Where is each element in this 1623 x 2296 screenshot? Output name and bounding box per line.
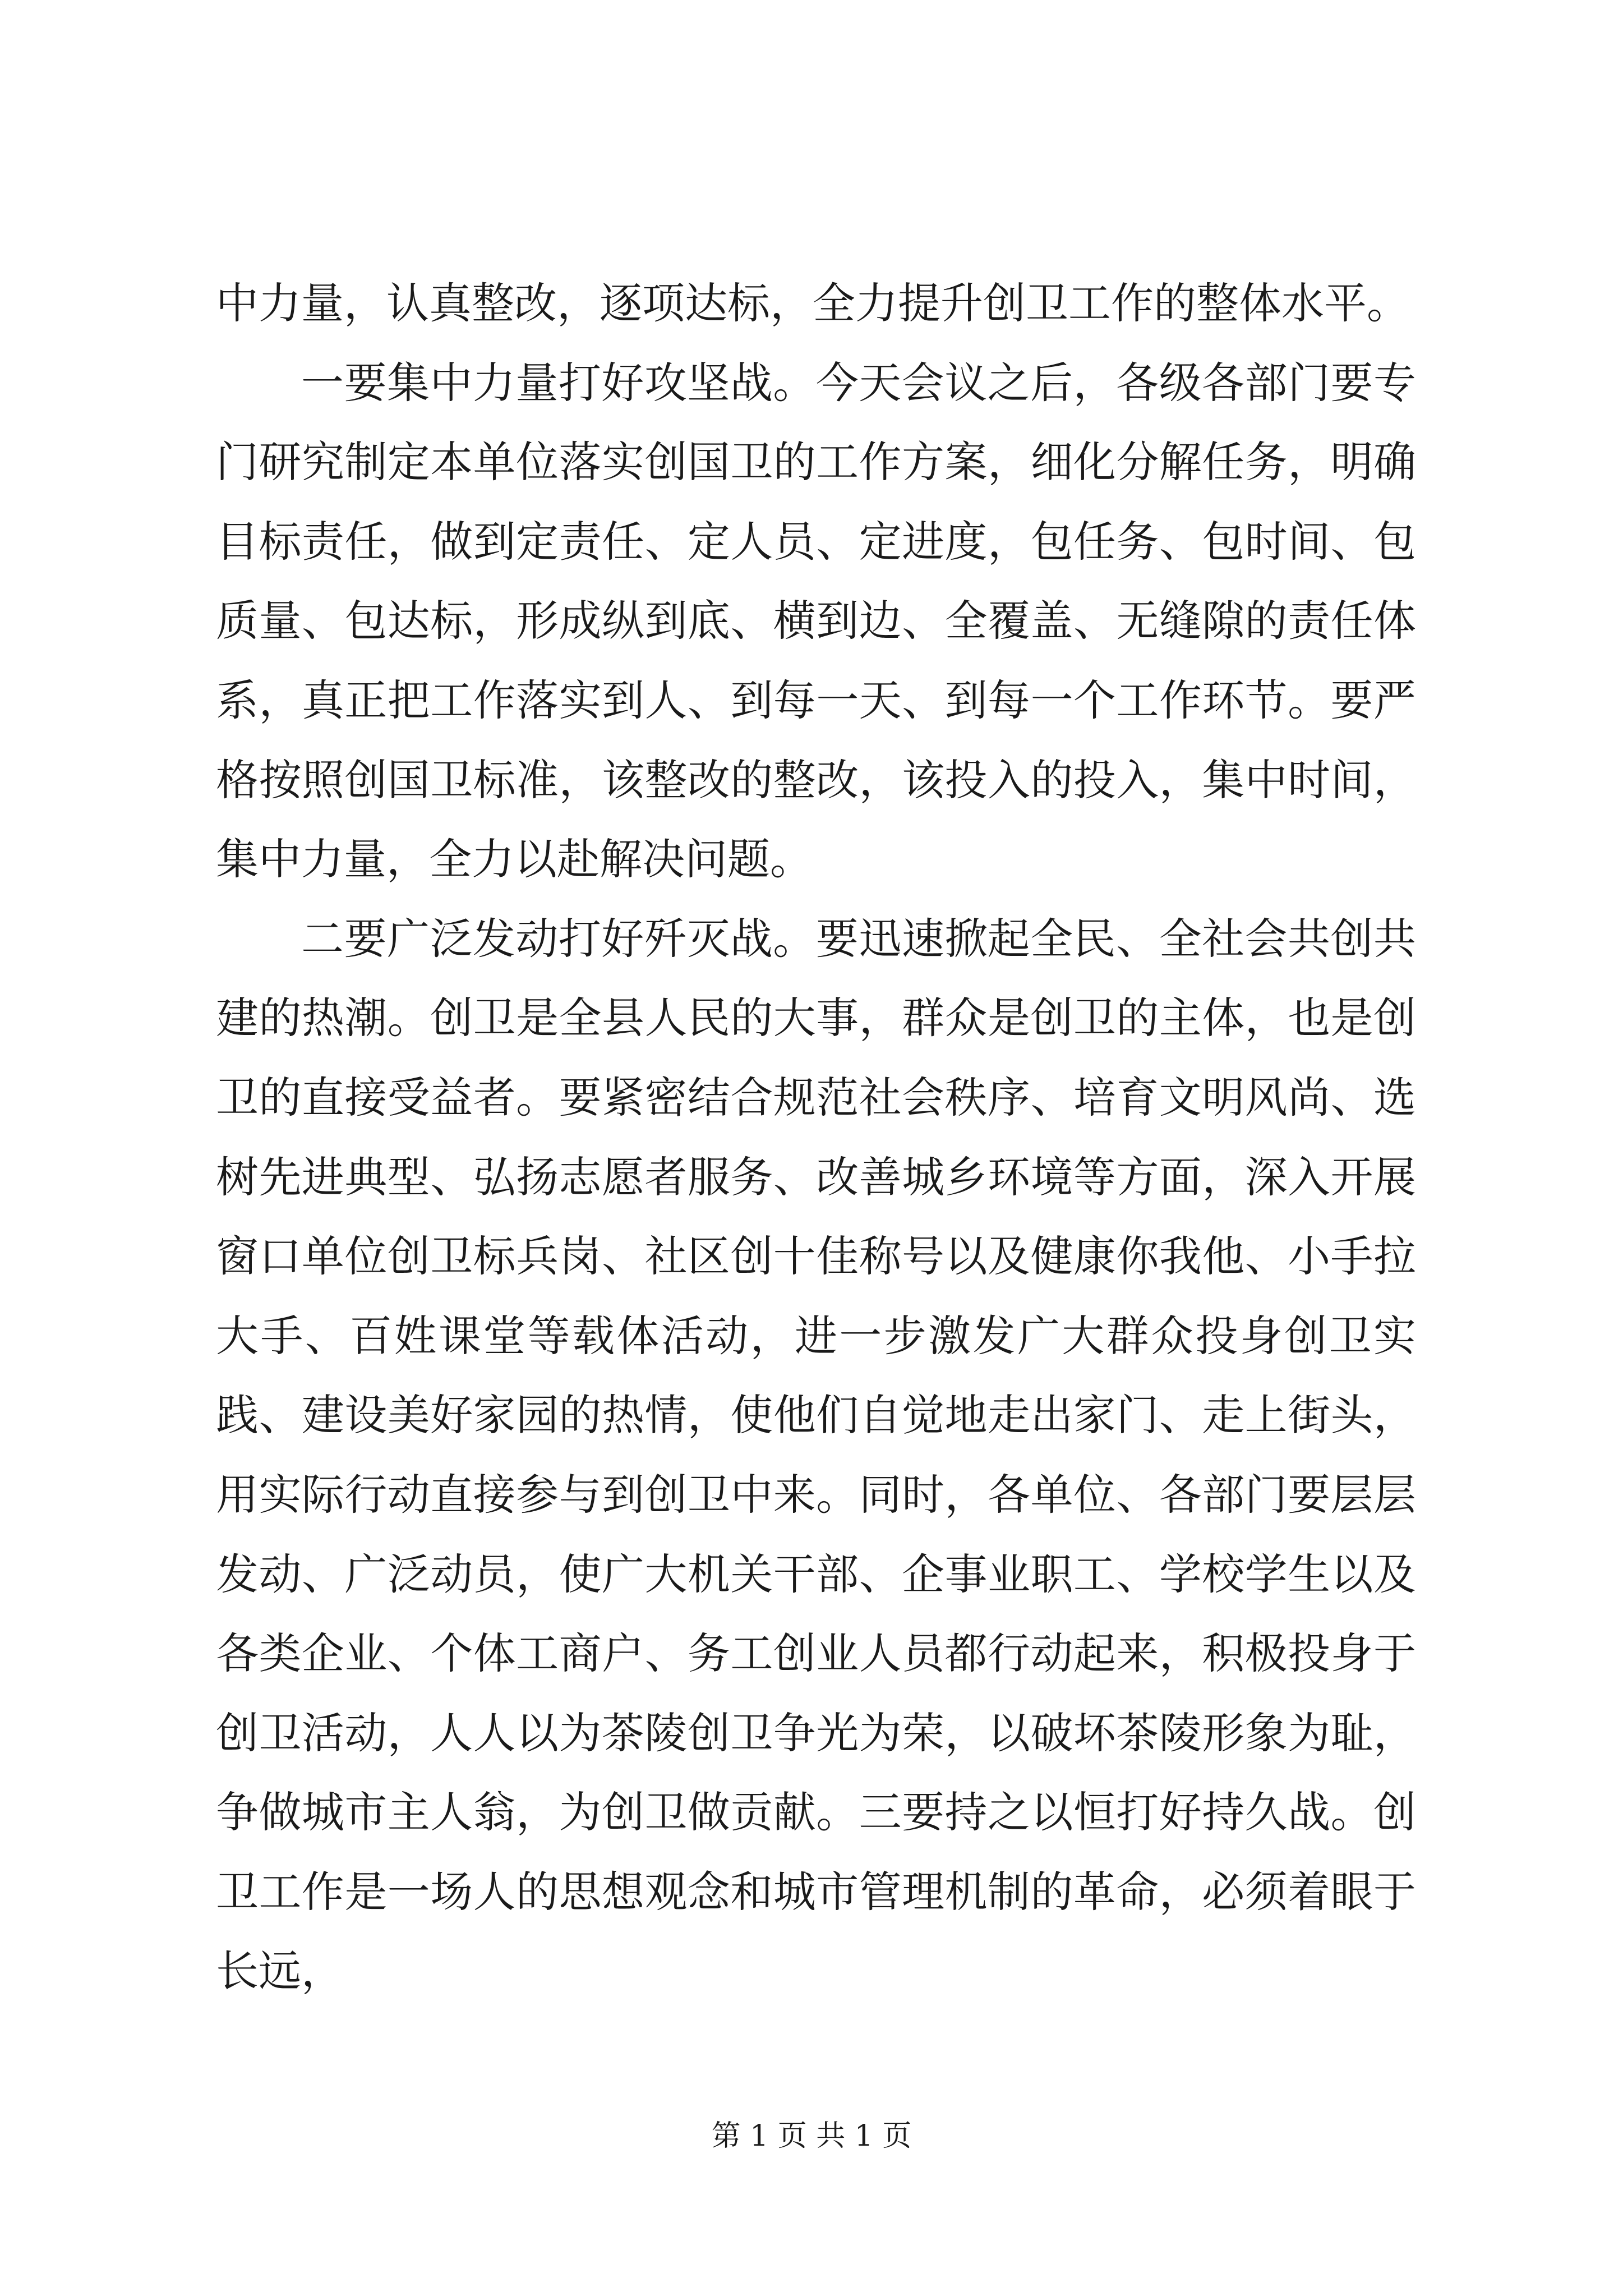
paragraph-3: 二要广泛发动打好歼灭战。要迅速掀起全民、全社会共创共建的热潮。创卫是全县人民的大事，群众是创卫的主体，也是创卫的直接受益者。要紧密结合规范社会秩序、培育文明风尚、选树先进典型、弘扬志愿者服务、改善城乡环境等方面，深入开展窗口单位创卫标兵岗、社区创十佳称号以及健康你我他、小手拉大手、百姓课堂等载体活动，进一步激发广大群众投身创卫实践、建设美好家园的热情，使他们自觉地走出家门、走上街头，用实际行动直接参与到创卫中来。同时，各单位、各部门要层层发动、广泛动员，使广大机关干部、企事业职工、学校学生以及各类企业、个体工商户、务工创业人员都行动起来，积极投身于创卫活动，人人以为茶陵创卫争光为荣，以破坏茶陵形象为耻，争做城市主人翁，为创卫做贡献。三要持之以恒打好持久战。创卫工作是一场人的思想观念和城市管理机制的革命，必须着眼于长远，: [216, 913, 1416, 1996]
paragraph-1: 中力量，认真整改，逐项达标，全力提升创卫工作的整体水平。: [216, 278, 1409, 328]
paragraph-2: 一要集中力量打好攻坚战。今天会议之后，各级各部门要专门研究制定本单位落实创国卫的工作方案，细化分解任务，明确目标责任，做到定责任、定人员、定进度，包任务、包时间、包质量、包达标，形成纵到底、横到边、全覆盖、无缝隙的责任体系，真正把工作落实到人、到每一天、到每一个工作环节。要严格按照创国卫标准，该整改的整改，该投入的投入，集中时间，集中力量，全力以赴解决问题。: [216, 357, 1416, 885]
document-body: [216, 264, 1416, 2011]
page-footer: 第 1 页 共 1 页: [711, 2119, 912, 2153]
